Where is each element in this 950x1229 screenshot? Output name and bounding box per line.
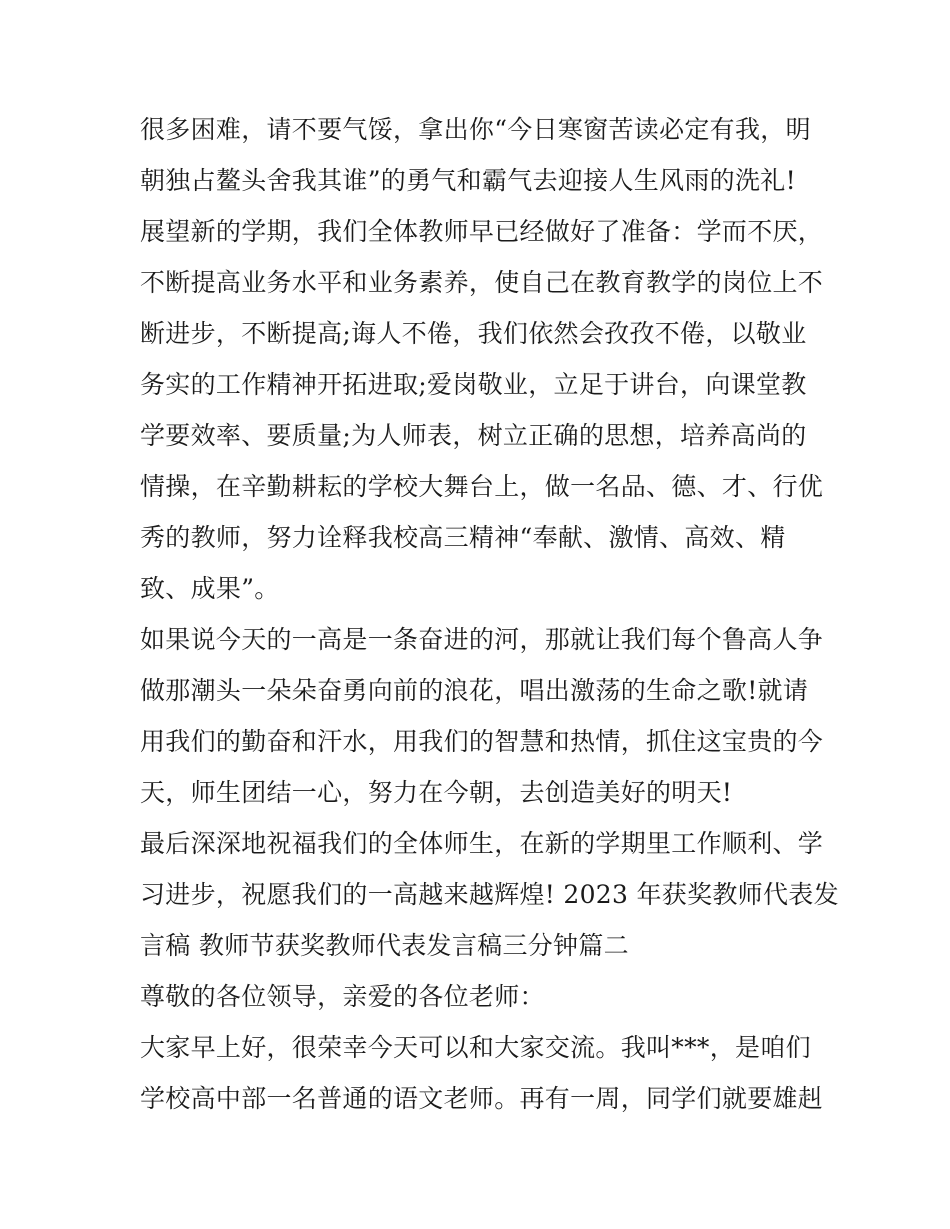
text-line: 秀的教师，努力诠释我校高三精神“奉献、激情、高效、精	[140, 523, 786, 552]
text-line: 学要效率、要质量;为人师表，树立正确的思想，培养高尚的	[140, 421, 807, 450]
text-line: 大家早上好，很荣幸今天可以和大家交流。我叫***，是咱们	[140, 1033, 811, 1062]
text-line: 务实的工作精神开拓进取;爱岗敬业，立足于讲台，向课堂教	[140, 370, 807, 399]
text-line: 言稿 教师节获奖教师代表发言稿三分钟篇二	[140, 931, 629, 960]
text-line: 情操，在辛勤耕耘的学校大舞台上，做一名品、德、才、行优	[140, 472, 824, 501]
text-line: 展望新的学期，我们全体教师早已经做好了准备：学而不厌，	[140, 217, 824, 246]
text-line: 很多困难，请不要气馁，拿出你“今日寒窗苦读必定有我，明	[140, 115, 811, 144]
text-line: 致、成果”。	[140, 574, 280, 603]
text-line: 用我们的勤奋和汗水，用我们的智慧和热情，抓住这宝贵的今	[140, 727, 824, 756]
text-line: 朝独占鳌头舍我其谁”的勇气和霸气去迎接人生风雨的洗礼!	[140, 166, 796, 195]
text-line: 尊敬的各位领导，亲爱的各位老师：	[140, 982, 545, 1011]
document-body	[140, 104, 839, 1124]
text-line: 天，师生团结一心，努力在今朝，去创造美好的明天!	[140, 778, 733, 807]
text-line: 学校高中部一名普通的语文老师。再有一周，同学们就要雄赳	[140, 1084, 824, 1113]
text-line: 做那潮头一朵朵奋勇向前的浪花，唱出激荡的生命之歌!就请	[140, 676, 809, 705]
text-line: 如果说今天的一高是一条奋进的河，那就让我们每个鲁高人争	[140, 625, 824, 654]
text-line: 最后深深地祝福我们的全体师生，在新的学期里工作顺利、学	[140, 829, 824, 858]
text-line: 习进步，祝愿我们的一高越来越辉煌! 2023 年获奖教师代表发	[140, 880, 839, 909]
text-line: 不断提高业务水平和业务素养，使自己在教育教学的岗位上不	[140, 268, 824, 297]
text-line: 断进步，不断提高;诲人不倦，我们依然会孜孜不倦，以敬业	[140, 319, 807, 348]
